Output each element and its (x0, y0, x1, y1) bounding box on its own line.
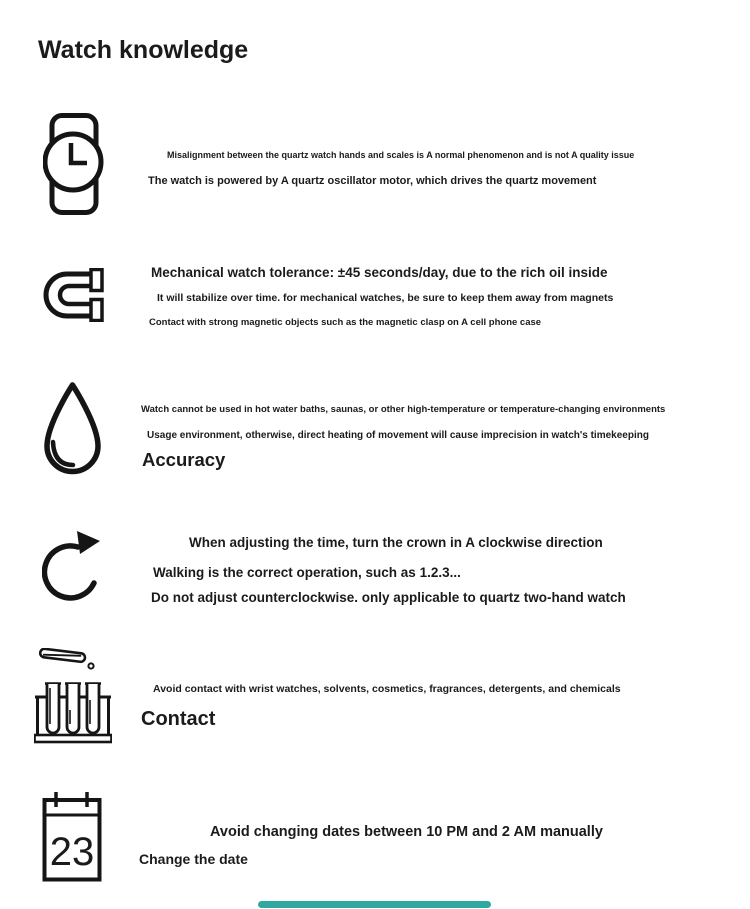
quartz-movement-text: The watch is powered by A quartz oscillator motor, which drives the quartz movement (148, 175, 597, 187)
calendar-day-number: 23 (49, 830, 95, 874)
clockwise-adjust-text: When adjusting the time, turn the crown in A clockwise direction (189, 535, 603, 550)
hot-water-warning-note: Watch cannot be used in hot water baths, saunas, or other high-temperature or temperature-changing environments (141, 404, 666, 415)
magnet-warning-text: It will stabilize over time. for mechanical watches, be sure to keep them away from magnets (157, 292, 614, 304)
contact-heading: Contact (141, 708, 216, 730)
chemical-avoid-text: Avoid contact with wrist watches, solvents, cosmetics, fragrances, detergents, and chemicals (153, 683, 621, 695)
calendar-icon (42, 790, 102, 882)
usage-environment-text: Usage environment, otherwise, direct heating of movement will cause imprecision in watch's timekeeping (147, 430, 649, 441)
accuracy-heading: Accuracy (142, 449, 226, 470)
clockwise-arrow-icon (42, 526, 104, 610)
page-indicator-bar (258, 901, 491, 908)
walking-operation-text: Walking is the correct operation, such as 1.2.3... (153, 565, 461, 580)
change-date-heading: Change the date (139, 851, 248, 867)
watch-icon (43, 112, 105, 216)
tolerance-text: Mechanical watch tolerance: ±45 seconds/day, due to the rich oil inside (151, 265, 608, 280)
counterclockwise-warning-text: Do not adjust counterclockwise. only applicable to quartz two-hand watch (151, 590, 626, 605)
date-change-warning-text: Avoid changing dates between 10 PM and 2 AM manually (210, 824, 603, 840)
page-title: Watch knowledge (38, 36, 249, 64)
water-drop-icon (43, 381, 102, 478)
test-tubes-icon (34, 648, 112, 744)
magnet-icon (42, 268, 104, 322)
quartz-misalignment-note: Misalignment between the quartz watch hands and scales is A normal phenomenon and is not A quality issue (167, 150, 635, 160)
magnetic-contact-note: Contact with strong magnetic objects such as the magnetic clasp on A cell phone case (149, 317, 542, 328)
